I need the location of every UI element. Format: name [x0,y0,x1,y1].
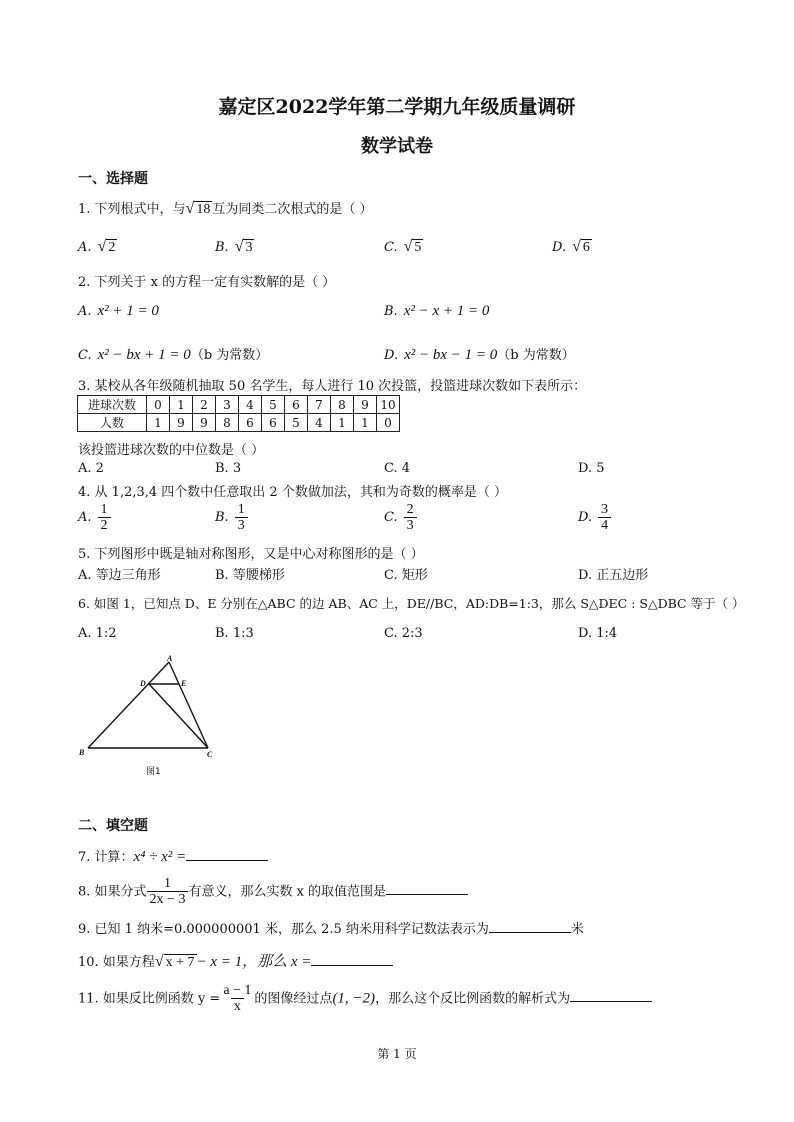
q6-option-b: B. 1:3 [215,626,254,641]
side-ab [88,662,169,748]
q8-answer-blank[interactable] [386,882,468,895]
table-cell: 9 [354,396,377,414]
q4-d-letter: D. [578,510,593,526]
q4-option-a [78,502,111,534]
score-table [77,395,400,432]
q5-option-c: C. 矩形 [384,568,428,583]
label-a: A [167,655,173,663]
q4-c-den: 3 [404,517,417,533]
q4-c-letter: C. [384,510,398,526]
q9-unit: 米 [570,922,584,937]
exam-title: 嘉定区2022学年第二学期九年级质量调研 [218,96,576,118]
q2-c-note: （b 为常数） [190,348,269,363]
q2-option-c [78,344,268,364]
label-d: D [140,679,146,688]
q2-a-expr: x² + 1 = 0 [97,303,159,319]
q4-b-letter: B. [215,510,229,526]
q1-radicand: 18 [196,202,211,217]
q8-den: 2x − 3 [147,891,189,907]
figure-caption: 图1 [146,767,161,777]
q11-stem-mid: 的图像经过点 [254,991,333,1007]
table-row-people [78,414,400,432]
q3-option-b: B. 3 [215,461,242,476]
q1-c-letter: C. [384,240,398,255]
q11-stem-post: ，那么这个反比例函数的解析式为 [375,991,571,1007]
q2-option-b [384,303,489,320]
table-cell: 5 [262,396,285,414]
q2-c-expr: x² − bx + 1 = 0 [97,347,191,363]
table-row-goals [78,396,400,414]
question-5: 5. 下列图形中既是轴对称图形，又是中心对称图形的是（ ） [78,547,424,562]
q11-answer-blank[interactable] [570,989,652,1002]
q10-stem-pre: 10. 如果方程 [78,955,155,970]
q1-option-b: B. √ 3 [215,238,253,255]
table-cell: 8 [331,396,354,414]
table-cell: 4 [239,396,262,414]
q3-option-d: D. 5 [578,461,605,476]
q4-c-num: 2 [406,502,414,517]
q2-d-expr: x² − bx − 1 = 0 [404,347,498,363]
q5-option-d: D. 正五边形 [578,568,649,583]
q1-stem-post: 互为同类二次根式的是（ ） [212,202,373,217]
q1-d-value: 6 [582,240,590,255]
label-e: E [181,679,187,688]
table-cell: 3 [216,396,239,414]
q4-a-letter: A. [78,510,92,526]
q1-sqrt: √ 18 [185,200,211,217]
table-cell: 7 [308,396,331,414]
q5-option-b: B. 等腰梯形 [215,568,285,583]
question-9 [78,918,584,937]
q4-option-d [578,502,611,534]
q2-a-letter: A. [78,304,92,319]
q2-d-letter: D. [384,348,399,363]
q4-b-den: 3 [235,517,248,533]
q8-stem-post: 有意义，那么实数 x 的取值范围是 [188,884,387,900]
table-cell: 6 [262,414,285,432]
question-1 [78,198,372,218]
question-10: 10. 如果方程√ x + 7 − x = 1，那么 x = [78,950,393,971]
q2-b-expr: x² − x + 1 = 0 [403,303,490,319]
q1-b-letter: B. [215,240,229,255]
question-7 [78,846,268,866]
q2-option-d [384,344,575,364]
q10-stem-mid: − x = 1，那么 x = [196,954,312,970]
table-cell: 0 [147,396,170,414]
q10-answer-blank[interactable] [311,953,393,966]
q7-expr: x⁴ ÷ x² = [133,849,187,865]
question-4: 4. 从 1,2,3,4 四个数中任意取出 2 个数做加法，其和为奇数的概率是（ ） [78,485,507,500]
q4-a-num: 1 [100,502,108,517]
table-cell: 0 [377,414,400,432]
question-8 [78,876,468,908]
q8-num: 1 [164,876,171,891]
table-cell: 4 [308,414,331,432]
q6-option-a: A. 1:2 [78,626,117,641]
table-header-goals: 进球次数 [78,396,147,414]
q11-num: a − 1 [223,983,252,998]
table-cell: 1 [170,396,193,414]
question-2: 2. 下列关于 x 的方程一定有实数解的是（ ） [78,275,336,290]
q1-option-d: D. √ 6 [552,238,590,255]
q11-den: x [231,998,244,1014]
section-choice-heading: 一、选择题 [78,171,148,187]
q4-option-c [384,502,417,534]
page-number: 第 1 页 [377,1047,417,1061]
q2-b-letter: B. [384,304,398,319]
table-cell: 2 [193,396,216,414]
q1-d-letter: D. [552,240,567,255]
q4-a-den: 2 [98,517,111,533]
q4-d-den: 4 [598,517,611,533]
table-cell: 5 [285,414,308,432]
q2-d-note: （b 为常数） [497,348,575,363]
q1-b-value: 3 [245,240,253,255]
table-cell: 1 [331,414,354,432]
segment-dc [149,684,208,748]
label-c: C [207,750,213,759]
triangle-figure [70,655,230,780]
q4-d-num: 3 [601,502,609,517]
table-cell: 1 [147,414,170,432]
table-cell: 1 [354,414,377,432]
q4-option-b [215,502,248,534]
q9-stem: 9. 已知 1 纳米=0.000000001 米，那么 2.5 纳米用科学记数法表示为 [78,922,489,937]
question-11 [78,983,652,1015]
table-cell: 6 [285,396,308,414]
q3-question: 该投篮进球次数的中位数是（ ） [78,443,265,458]
q7-stem: 7. 计算： [78,850,134,865]
exam-subtitle: 数学试卷 [361,136,433,157]
q6-option-c: C. 2:3 [384,626,423,641]
q3-option-a: A. 2 [78,461,104,476]
q1-stem-pre: 1. 下列根式中，与 [78,202,186,217]
table-cell: 10 [377,396,400,414]
section-fill-heading: 二、填空题 [78,818,148,834]
q2-c-letter: C. [78,348,92,363]
q11-point: (1, −2) [332,990,376,1007]
table-cell: 6 [239,414,262,432]
label-b: B [79,748,85,757]
q1-option-a: A. √ 2 [78,238,116,255]
q8-stem-pre: 8. 如果分式 [78,884,147,900]
table-header-people: 人数 [78,414,147,432]
table-cell: 9 [170,414,193,432]
q9-answer-blank[interactable] [489,920,571,933]
table-cell: 8 [216,414,239,432]
q1-a-value: 2 [108,240,116,255]
q2-option-a [78,303,159,320]
q10-radicand: x + 7 [165,955,195,970]
q6-option-d: D. 1:4 [578,626,618,641]
q3-option-c: C. 4 [384,461,411,476]
q1-option-c: C. √ 5 [384,238,422,255]
question-6: 6. 如图 1，已知点 D、E 分别在△ABC 的边 AB、AC 上，DE//BC，AD:DB=1:3，那么 S△DEC : S△DBC 等于（ ） [78,596,745,611]
q5-option-a: A. 等边三角形 [78,568,161,583]
q11-stem-pre: 11. 如果反比例函数 y = [78,991,221,1007]
question-3: 3. 某校从各年级随机抽取 50 名学生，每人进行 10 次投篮，投篮进球次数如下表所示： [78,379,587,394]
q1-a-letter: A. [78,240,92,255]
q1-c-value: 5 [414,240,422,255]
q7-answer-blank[interactable] [186,848,268,861]
side-ac [169,662,208,748]
q4-b-num: 1 [237,502,245,517]
table-cell: 9 [193,414,216,432]
